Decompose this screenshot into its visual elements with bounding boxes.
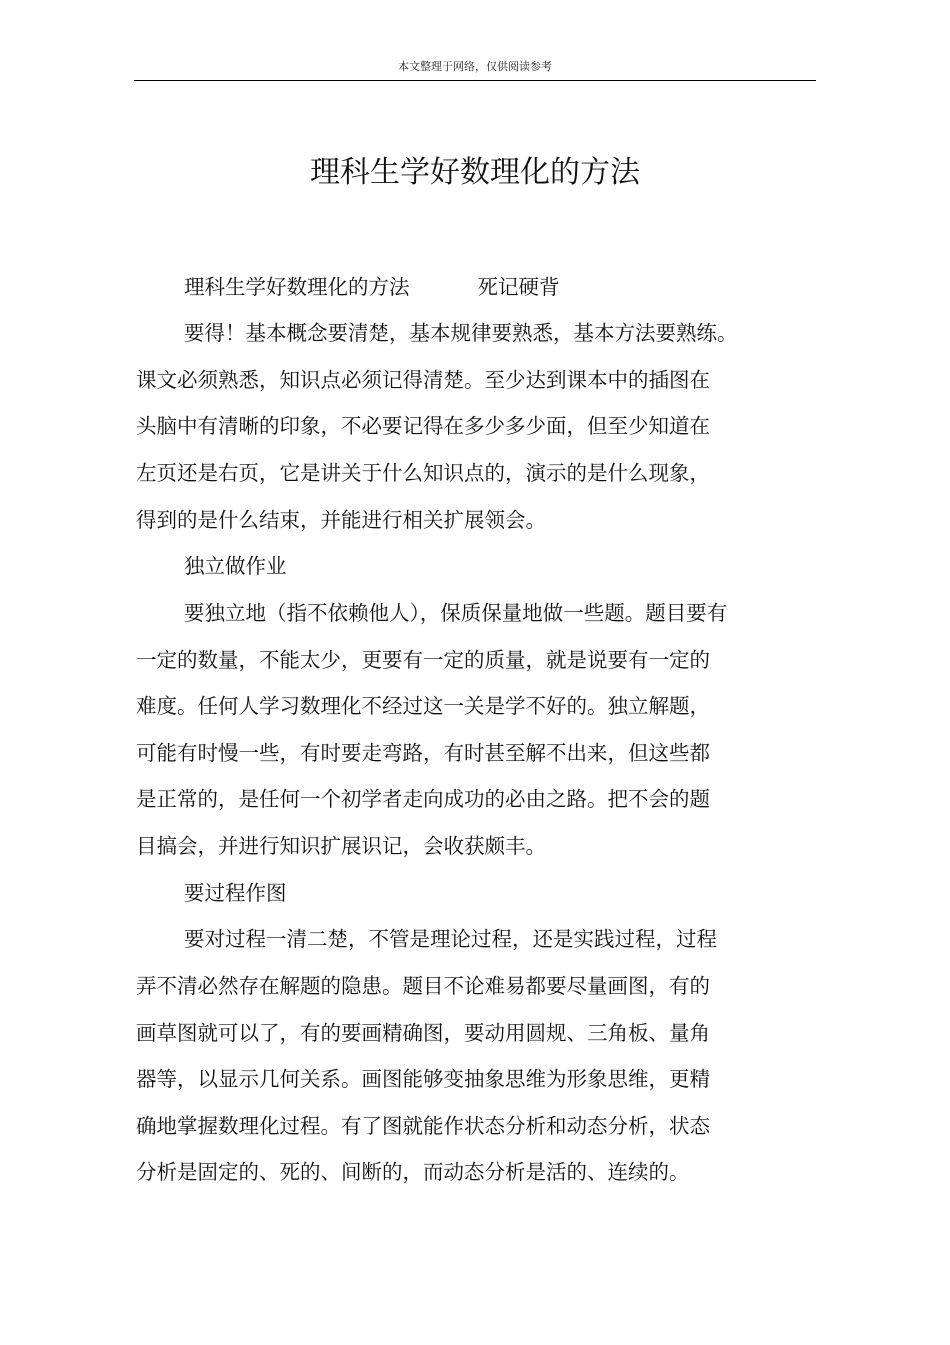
- paragraph-line: 是正常的，是任何一个初学者走向成功的必由之路。把不会的题: [136, 787, 710, 811]
- section-heading: 要过程作图: [184, 881, 287, 905]
- subtitle-line: [184, 272, 560, 302]
- paragraph-line: 分析是固定的、死的、间断的，而动态分析是活的、连续的。: [136, 1160, 690, 1184]
- paragraph-line: 要独立地（指不依赖他人），保质保量地做一些题。题目要有: [184, 601, 728, 625]
- paragraph-line: 确地掌握数理化过程。有了图就能作状态分析和动态分析，状态: [136, 1114, 710, 1138]
- paragraph-line: 得到的是什么结束，并能进行相关扩展领会。: [136, 508, 546, 532]
- paragraph-line: 要得！基本概念要清楚，基本规律要熟悉，基本方法要熟练。: [184, 321, 738, 345]
- paragraph-line: 弄不清必然存在解题的隐患。题目不论难易都要尽量画图，有的: [136, 974, 710, 998]
- page-title: 理科生学好数理化的方法: [310, 155, 640, 190]
- paragraph-line: 头脑中有清晰的印象，不必要记得在多少多少面，但至少知道在: [136, 414, 710, 438]
- paragraph-line: 画草图就可以了，有的要画精确图，要动用圆规、三角板、量角: [136, 1021, 710, 1045]
- paragraph-line: 一定的数量，不能太少，更要有一定的质量，就是说要有一定的: [136, 648, 710, 672]
- page-header-note: 本文整理于网络，仅供阅读参考: [398, 60, 552, 73]
- page-header-rule: [134, 80, 816, 81]
- paragraph-line: 可能有时慢一些，有时要走弯路，有时甚至解不出来，但这些都: [136, 741, 710, 765]
- paragraph-line: 难度。任何人学习数理化不经过这一关是学不好的。独立解题，: [136, 694, 710, 718]
- paragraph-line: 器等，以显示几何关系。画图能够变抽象思维为形象思维，更精: [136, 1067, 710, 1091]
- paragraph-line: 左页还是右页，它是讲关于什么知识点的，演示的是什么现象，: [136, 461, 710, 485]
- paragraph-line: 目搞会，并进行知识扩展识记，会收获颇丰。: [136, 834, 546, 858]
- subtitle-text: 理科生学好数理化的方法: [184, 275, 410, 299]
- paragraph-line: 课文必须熟悉，知识点必须记得清楚。至少达到课本中的插图在: [136, 368, 710, 392]
- subtitle-topic: 死记硬背: [477, 275, 560, 299]
- paragraph-line: 要对过程一清二楚，不管是理论过程，还是实践过程，过程: [184, 927, 717, 951]
- section-heading: 独立做作业: [184, 554, 287, 578]
